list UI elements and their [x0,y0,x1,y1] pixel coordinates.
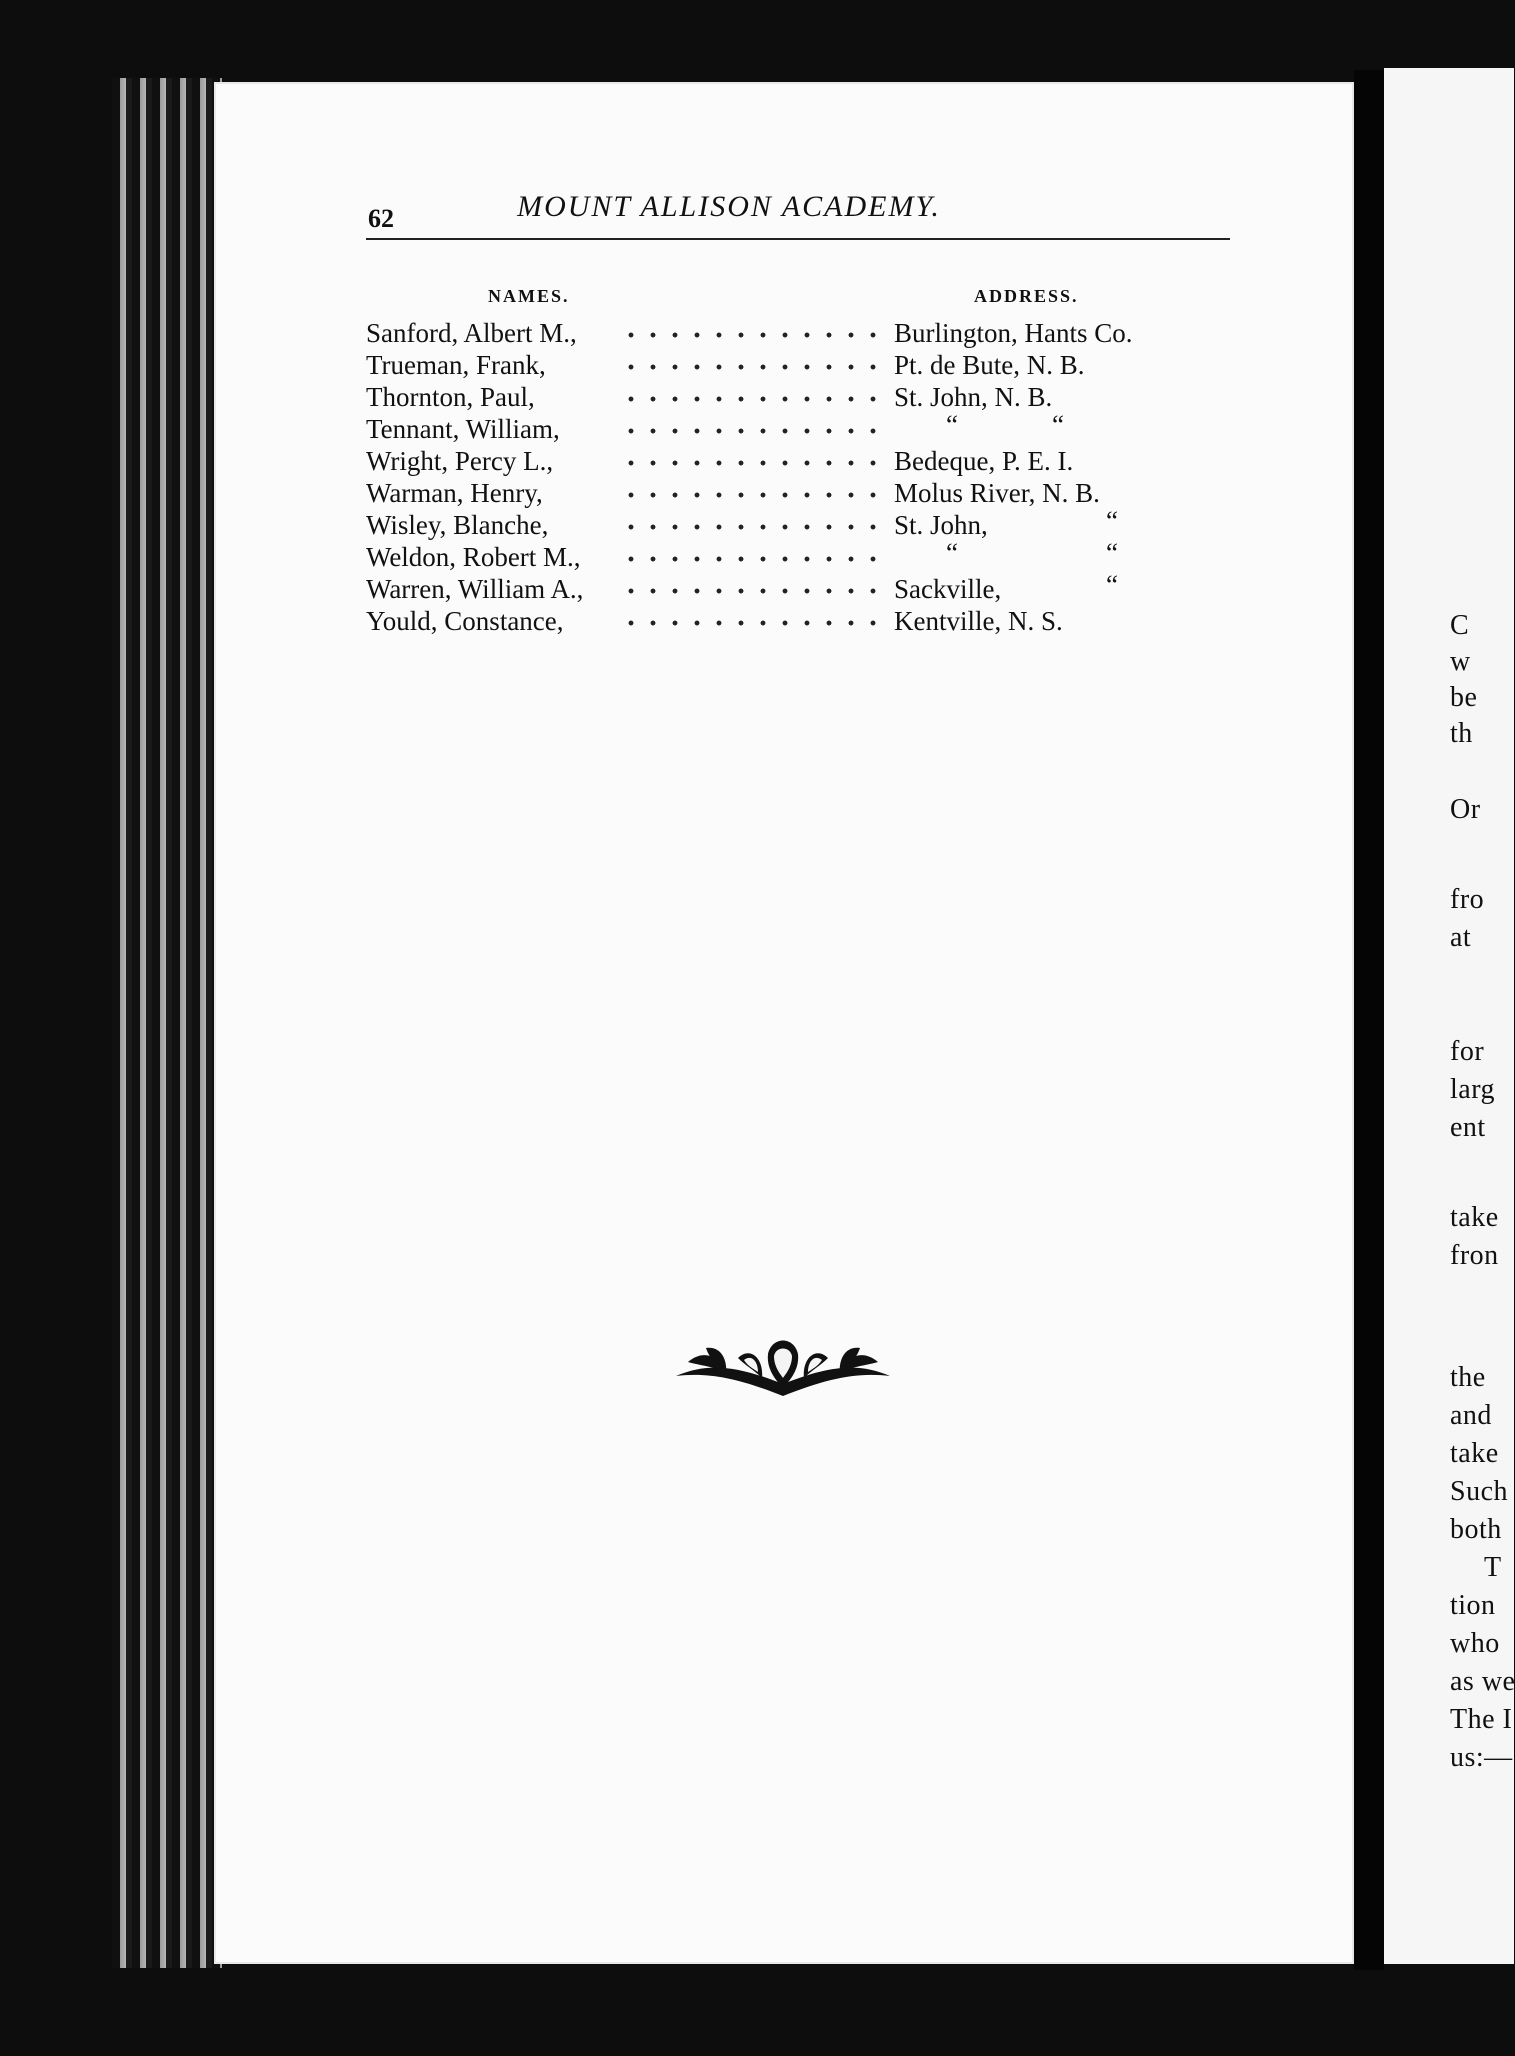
facing-text-fragment: who [1450,1628,1500,1659]
student-name: Tennant, William, [366,414,560,444]
facing-text-fragment: Or [1450,794,1481,825]
facing-text-fragment: The I [1450,1704,1513,1735]
student-address: Molus River, N. B. [894,478,1100,508]
facing-text-fragment: fron [1450,1240,1499,1271]
floral-ornament-icon [668,1332,898,1404]
student-name: Sanford, Albert M., [366,318,577,348]
student-name: Warman, Henry, [366,478,543,508]
dot-leader [622,588,884,594]
list-item [366,382,1266,414]
page-number: 62 [368,204,394,233]
dot-leader [622,396,884,402]
student-address: St. John, [894,510,988,540]
dot-leader [622,460,884,466]
list-item [366,570,1266,606]
book-page [214,82,1354,1964]
dot-leader [622,492,884,498]
student-address: Bedeque, P. E. I. [894,446,1074,476]
list-item [366,318,1266,350]
dot-leader [622,556,884,562]
dot-leader [622,364,884,370]
student-name: Trueman, Frank, [366,350,546,380]
facing-text-fragment: C [1450,610,1470,641]
facing-text-fragment: fro [1450,884,1485,915]
student-address: Burlington, Hants Co. [894,318,1133,348]
dot-leader [622,332,884,338]
facing-page [1384,68,1514,1964]
running-head-title: MOUNT ALLISON ACADEMY. [517,190,941,223]
list-item [366,350,1266,382]
facing-text-fragment: take [1450,1202,1499,1233]
facing-text-fragment: T [1484,1552,1502,1583]
list-item [366,478,1266,510]
student-name: Thornton, Paul, [366,382,535,412]
facing-text-fragment: and [1450,1400,1492,1431]
facing-text-fragment: Such [1450,1476,1508,1507]
list-item [366,606,1266,638]
student-name: Wisley, Blanche, [366,510,549,540]
list-item [366,446,1266,478]
student-address: Pt. de Bute, N. B. [894,350,1085,380]
facing-text-fragment: the [1450,1362,1486,1393]
list-item [366,410,1266,446]
student-name: Wright, Percy L., [366,446,554,476]
facing-text-fragment: as we [1450,1666,1515,1697]
student-address: St. John, N. B. [894,382,1053,412]
facing-text-fragment: us:— [1450,1742,1513,1773]
book-gutter [1354,70,1384,1970]
student-address: Sackville, [894,574,1002,604]
facing-text-fragment: ent [1450,1112,1486,1143]
student-name: Yould, Constance, [366,606,564,636]
ditto-mark: “ [946,410,958,440]
facing-text-fragment: take [1450,1438,1499,1469]
facing-text-fragment: for [1450,1036,1485,1067]
ditto-mark: “ [946,538,958,568]
facing-text-fragment: at [1450,922,1472,953]
ditto-mark: “ [1106,570,1118,600]
book-page-edges [112,78,222,1968]
list-item [366,538,1266,574]
dot-leader [622,524,884,530]
names-column-heading: NAMES. [488,286,570,306]
student-list [366,318,1266,638]
facing-text-fragment: both [1450,1514,1502,1545]
dot-leader [622,428,884,434]
facing-text-fragment: be [1450,682,1478,713]
ditto-mark: “ [1052,410,1064,440]
student-name: Weldon, Robert M., [366,542,581,572]
ditto-mark: “ [1106,538,1118,568]
facing-text-fragment: larg [1450,1074,1496,1105]
facing-text-fragment: th [1450,718,1473,749]
header-rule [366,238,1230,240]
dot-leader [622,620,884,626]
facing-text-fragment: tion [1450,1590,1496,1621]
facing-text-fragment: w [1450,646,1471,677]
address-column-heading: ADDRESS. [974,286,1079,306]
list-item [366,506,1266,542]
student-name: Warren, William A., [366,574,584,604]
ditto-mark: “ [1106,506,1118,536]
student-address: Kentville, N. S. [894,606,1063,636]
